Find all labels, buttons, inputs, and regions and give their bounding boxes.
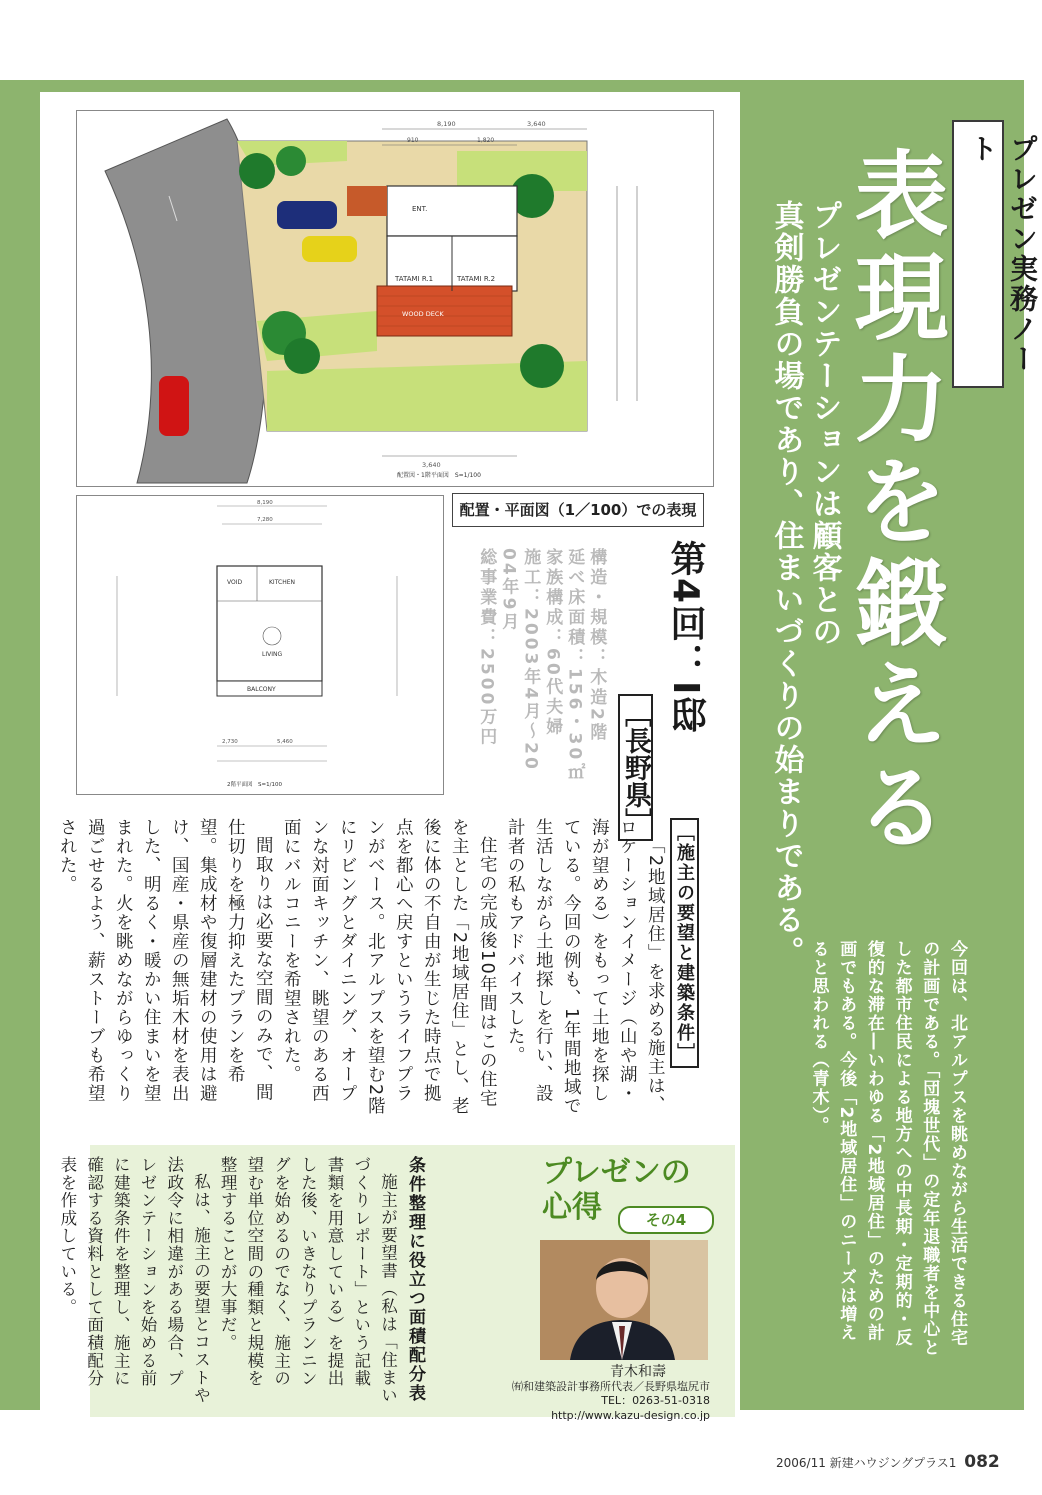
label-tatami2: TATAMI R.2 xyxy=(457,275,496,283)
intro-text: 今回は、北アルプスを眺めながら生活できる住宅の計画である。「団塊世代」の定年退職者を中心とした都市住民による地方への中長期・定期的・反復的な滞在―いわゆる「2地域居住」のための計画でもある。今後「2地域居住」のニーズは増えると思われる（青木）。 xyxy=(808,940,967,1357)
dim-910: 910 xyxy=(407,137,419,144)
spec-family: 家族構成：60代夫婦 xyxy=(542,548,563,738)
tips-paragraph-1: 施主が要望書（私は「住まいづくりレポート」という記載書類を用意している）を提出した後、いきなりプランニングを始めるのでなく、施主の望む単位空間の種類と規模を整理することが大事だ。 xyxy=(218,1156,398,1404)
tips-heading: 条件整理に役立つ面積配分表 xyxy=(405,1156,425,1403)
episode-region: ［長野県］ xyxy=(618,694,653,841)
dim-upper-7280: 7,280 xyxy=(257,517,273,523)
plan-caption-box: 配置・平面図（1／100）での表現 xyxy=(452,493,704,527)
upper-plan-caption: 2階平面図 S=1/100 xyxy=(227,782,282,788)
dim-3640-top: 3,640 xyxy=(527,120,546,128)
car-blue xyxy=(277,201,337,229)
article-paragraph-2: 住宅の完成後10年間はこの住宅を主とした「2地域居住」とし、老後に体の不自由が生じた時点で拠点を都心へ戻すというライフプランがベース。北アルプスを望む2階にリビングとダイニング、オープンな対面キッチン、眺望のある西面にバルコニーを希望された。 xyxy=(281,818,498,1116)
label-kitchen: KITCHEN xyxy=(269,579,295,586)
page-footer xyxy=(776,1452,1000,1472)
dim-8190: 8,190 xyxy=(437,120,456,128)
subtitle-line-2: 真剣勝負の場であり、住まいづくりの始まりである。 xyxy=(768,200,804,968)
author-name: 青木和壽 xyxy=(610,1364,666,1380)
article-body xyxy=(57,818,698,1120)
car-red xyxy=(159,376,189,436)
tips-title-line1: プレゼンの xyxy=(542,1155,691,1190)
series-tag xyxy=(952,120,1039,388)
tips-paragraph-2: 私は、施主の要望とコストや法政令に相違がある場合、プレゼンテーションを始める前に建築条件を整理し、施主に確認する資料として面積配分表を作成している。 xyxy=(57,1156,211,1404)
portrait-illustration xyxy=(540,1240,708,1360)
dim-upper-2730: 2,730 xyxy=(222,739,238,745)
author-url[interactable]: http://www.kazu-design.co.jp xyxy=(551,1408,710,1422)
car-yellow xyxy=(302,236,357,262)
author-tel: TEL：0263-51-0318 xyxy=(601,1394,710,1408)
label-balcony: BALCONY xyxy=(247,686,276,693)
page-title: 表現力を鍛える xyxy=(838,146,948,860)
spec-floor-area: 延べ床面積：156・30㎡ xyxy=(564,548,585,783)
label-wood-deck: WOOD DECK xyxy=(402,310,444,318)
site-plan xyxy=(76,110,714,487)
author-affiliation: ㈲和建築設計事務所代表／長野県塩尻市 xyxy=(512,1380,710,1393)
subtitle-line-1: プレゼンテーションは顧客との xyxy=(806,200,842,648)
dim-3640-bottom: 3,640 xyxy=(422,461,441,469)
spec-structure: 構造・規模：木造2階 xyxy=(586,548,607,743)
upper-floor-drawing xyxy=(77,496,443,794)
tips-title-line2: 心得 xyxy=(542,1190,602,1226)
label-tatami1: TATAMI R.1 xyxy=(395,275,434,283)
spec-total-cost: 総事業費：2500万円 xyxy=(476,548,497,748)
label-living: LIVING xyxy=(262,651,283,658)
spec-construction: 施工：2003年4月〜20 xyxy=(520,548,541,772)
article-paragraph-1: 「2地域居住」を求める施主は、ロケーションイメージ（山や湖・海が望める）をもって土地を探している。今回の例も、1年間地域で生活しながら土地探しを行い、設計者の私もアドバイスした。 xyxy=(505,818,666,1116)
footer-issue: 2006/11 新建ハウジングプラス1 xyxy=(776,1456,957,1470)
spec-construction-cont: 04年9月 xyxy=(498,548,519,633)
article-heading: ［施主の要望と建築条件］ xyxy=(670,818,699,1068)
dim-upper-5460: 5,460 xyxy=(277,739,293,745)
article-paragraph-3: 間取りは必要な空間のみで、間仕切りを極力抑えたプランを希望。集成材や復層建材の使用は避け、国産・県産の無垢木材を表出した、明るく・暖かい住まいを望まれた。火を眺めながらゆっくり過ごせるよう、薪ストーブも希望された。 xyxy=(57,818,274,1103)
site-plan-drawing xyxy=(77,111,713,486)
episode-title: 第4回：I邸 xyxy=(665,540,706,735)
tips-body xyxy=(57,1156,428,1404)
label-void: VOID xyxy=(227,579,243,586)
site-plan-caption: 配置図・1階平面図 S=1/100 xyxy=(397,472,481,479)
dim-1820: 1,820 xyxy=(477,137,495,144)
author-info xyxy=(470,1380,710,1423)
author-portrait xyxy=(540,1240,708,1360)
series-tag-text: プレゼン実務ノート xyxy=(966,134,1039,374)
page-number: 082 xyxy=(964,1452,1000,1472)
upper-floor-plan xyxy=(76,495,444,795)
dim-upper-8190: 8,190 xyxy=(257,500,273,506)
tips-badge: その4 xyxy=(618,1206,714,1234)
label-entrance: ENT. xyxy=(412,205,428,213)
